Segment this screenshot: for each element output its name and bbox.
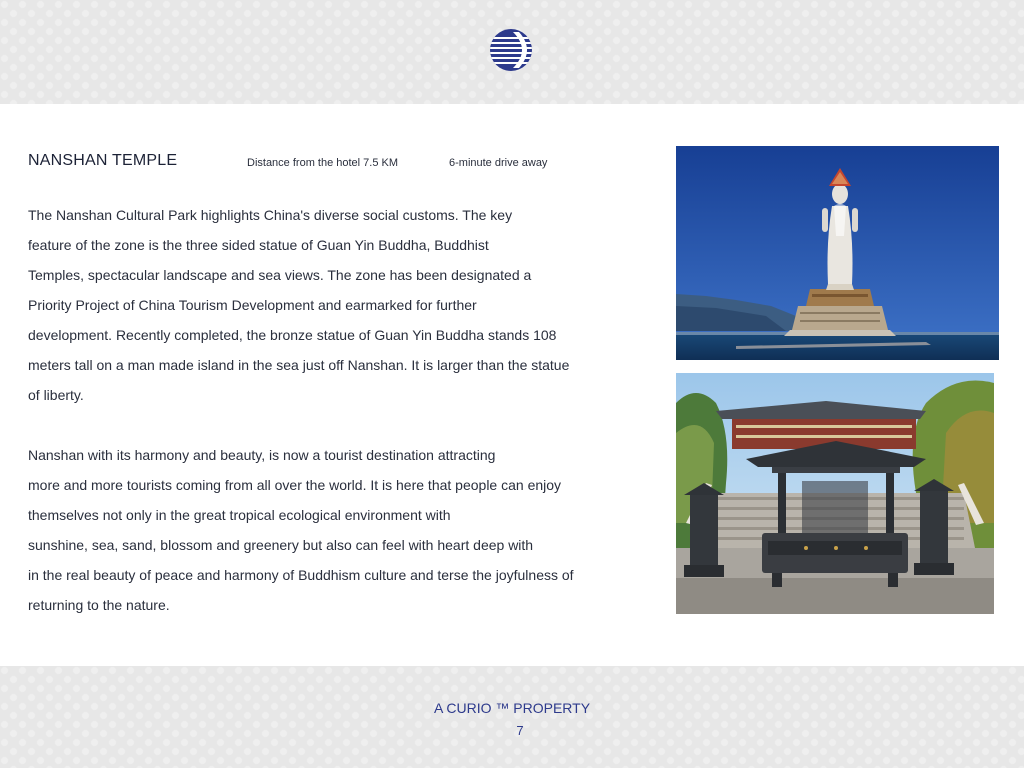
paragraph-line: Priority Project of China Tourism Development and earmarked for further — [28, 297, 477, 313]
paragraph-line: sunshine, sea, sand, blossom and greenery but also can feel with heart deep with — [28, 537, 534, 553]
curio-logo-icon — [489, 28, 533, 72]
paragraph-line: The Nanshan Cultural Park highlights China's diverse social customs. The key — [28, 207, 513, 223]
paragraph-line: in the real beauty of peace and harmony of Buddhism culture and terse the joyfulness of — [28, 567, 574, 583]
drive-time-label: 6-minute drive away — [449, 157, 548, 169]
paragraph-line: meters tall on a man made island in the sea just off Nanshan. It is larger than the statue — [28, 357, 570, 373]
paragraph-line: themselves not only in the great tropical ecological environment with — [28, 507, 451, 523]
paragraph-line: Temples, spectacular landscape and sea views. The zone has been designated a — [28, 267, 532, 283]
paragraph-tourism — [28, 440, 658, 620]
paragraph-line: of liberty. — [28, 387, 84, 403]
section-title: NANSHAN TEMPLE — [28, 152, 178, 169]
footer-brand: A CURIO ™ PROPERTY — [433, 700, 591, 716]
paragraph-line: more and more tourists coming from all over the world. It is here that people can enjoy — [28, 477, 562, 493]
paragraph-intro — [28, 200, 658, 410]
paragraph-line: Nanshan with its harmony and beauty, is now a tourist destination attracting — [28, 447, 496, 463]
paragraph-line: development. Recently completed, the bronze statue of Guan Yin Buddha stands 108 — [28, 327, 557, 343]
footer-band — [0, 666, 1024, 768]
paragraph-line: returning to the nature. — [28, 597, 170, 613]
guan-yin-statue-photo — [676, 146, 999, 360]
distance-label: Distance from the hotel 7.5 KM — [247, 157, 399, 169]
paragraph-line: feature of the zone is the three sided statue of Guan Yin Buddha, Buddhist — [28, 237, 489, 253]
page-number: 7 — [516, 723, 524, 738]
nanshan-temple-photo — [676, 373, 994, 614]
